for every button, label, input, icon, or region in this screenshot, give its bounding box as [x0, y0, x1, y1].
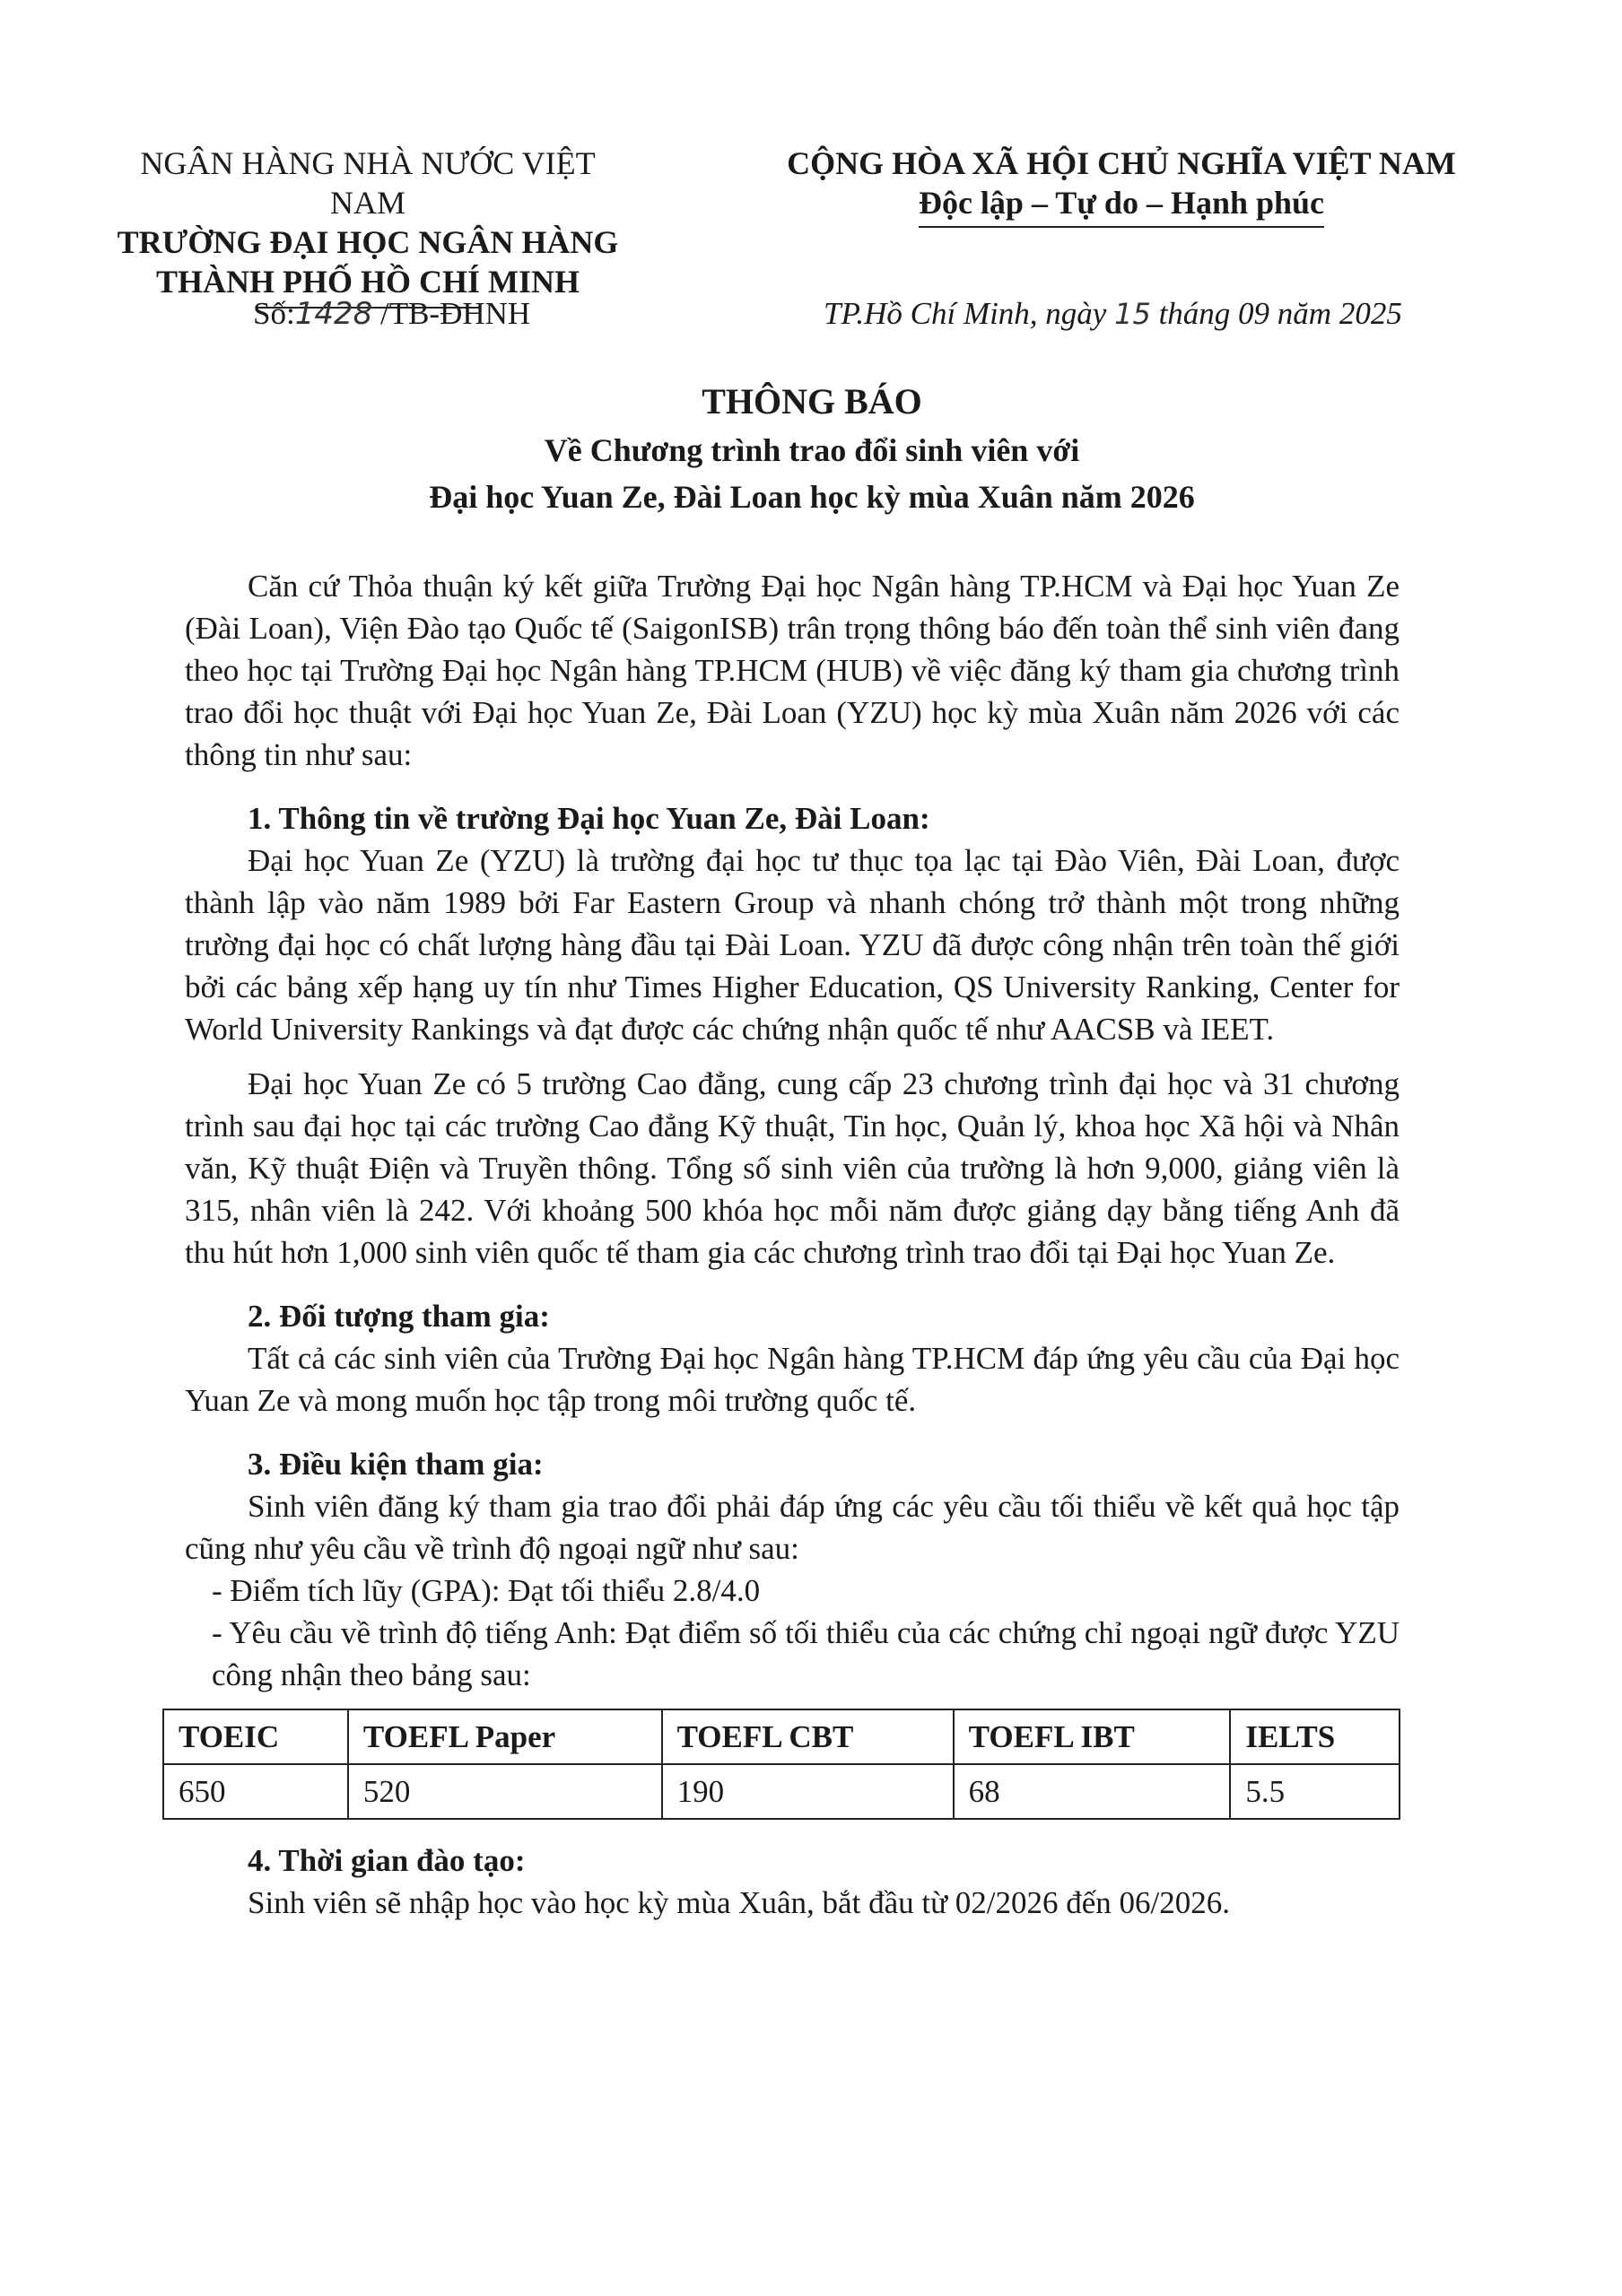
document-number-prefix: Số:: [253, 296, 295, 331]
english-score-table: [162, 1709, 1400, 1820]
section-2-heading: 2. Đối tượng tham gia:: [248, 1299, 550, 1334]
table-header-cell: TOEIC: [163, 1709, 348, 1764]
national-title: CỘNG HÒA XÃ HỘI CHỦ NGHĨA VIỆT NAM: [787, 145, 1456, 181]
section-1-heading: 1. Thông tin về trường Đại học Yuan Ze, Đài Loan:: [248, 801, 930, 836]
notice-subtitle-line2: Đại học Yuan Ze, Đài Loan học kỳ mùa Xuân năm 2026: [429, 479, 1195, 515]
section-4-paragraph: Sinh viên sẽ nhập học vào học kỳ mùa Xuân, bắt đầu từ 02/2026 đến 06/2026.: [248, 1885, 1231, 1920]
table-header-row: [163, 1709, 1400, 1764]
section-2-paragraph: Tất cả các sinh viên của Trường Đại học Ngân hàng TP.HCM đáp ứng yêu cầu của Đại học Yuan Ze và mong muốn học tập trong môi trường quốc tế.: [185, 1341, 1400, 1418]
table-cell: 68: [954, 1764, 1231, 1819]
document-number-handwritten: 1428: [294, 296, 373, 332]
document-date-handwritten-day: 15: [1114, 297, 1151, 331]
section-4-heading: 4. Thời gian đào tạo:: [248, 1843, 526, 1878]
notice-subtitle-line1: Về Chương trình trao đổi sinh viên với: [544, 432, 1080, 468]
section-3-paragraph: Sinh viên đăng ký tham gia trao đổi phải đáp ứng các yêu cầu tối thiểu về kết quả học tập cũng như yêu cầu về trình độ ngoại ngữ như sau:: [185, 1489, 1400, 1566]
intro-paragraph: Căn cứ Thỏa thuận ký kết giữa Trường Đại học Ngân hàng TP.HCM và Đại học Yuan Ze (Đài Loan), Viện Đào tạo Quốc tế (SaigonISB) trân trọng thông báo đến toàn thể sinh viên đang theo học tại Trường Đại học Ngân hàng TP.HCM (HUB) về việc đăng ký tham gia chương trình trao đổi học thuật với Đại học Yuan Ze, Đài Loan (YZU) học kỳ mùa Xuân năm 2026 với các thông tin như sau:: [185, 569, 1400, 772]
notice-body: [179, 565, 1400, 1924]
section-3-bullet-gpa: - Điểm tích lũy (GPA): Đạt tối thiểu 2.8/4.0: [212, 1573, 761, 1608]
table-row: [163, 1764, 1400, 1819]
table-header-cell: TOEFL Paper: [348, 1709, 662, 1764]
section-3-heading: 3. Điều kiện tham gia:: [248, 1447, 544, 1482]
notice-title: THÔNG BÁO: [702, 381, 922, 422]
document-date-prefix: TP.Hồ Chí Minh, ngày: [824, 296, 1115, 331]
issuer-school-line2: THÀNH PHỐ HỒ CHÍ MINH: [155, 264, 580, 300]
table-cell: 650: [163, 1764, 348, 1819]
section-3-bullet-english: - Yêu cầu về trình độ tiếng Anh: Đạt điểm số tối thiểu của các chứng chỉ ngoại ngữ được YZU công nhận theo bảng sau:: [212, 1615, 1400, 1692]
table-header-cell: TOEFL IBT: [954, 1709, 1231, 1764]
national-header: [772, 144, 1471, 228]
table-header-cell: TOEFL CBT: [662, 1709, 954, 1764]
issuer-school-line1: TRƯỜNG ĐẠI HỌC NGÂN HÀNG: [117, 224, 619, 260]
section-1-paragraph-1: Đại học Yuan Ze (YZU) là trường đại học tư thục tọa lạc tại Đào Viên, Đài Loan, được thành lập vào năm 1989 bởi Far Eastern Group và nhanh chóng trở thành một trong những trường đại học có chất lượng hàng đầu tại Đài Loan. YZU đã được công nhận trên toàn thế giới bởi các bảng xếp hạng uy tín như Times Higher Education, QS University Ranking, Center for World University Rankings và đạt được các chứng nhận quốc tế như AACSB và IEET.: [185, 843, 1400, 1047]
table-cell: 5.5: [1230, 1764, 1400, 1819]
table-cell: 520: [348, 1764, 662, 1819]
table-cell: 190: [662, 1764, 954, 1819]
document-date-suffix: tháng 09 năm 2025: [1150, 296, 1402, 331]
notice-title-block: [144, 377, 1480, 520]
table-header-cell: IELTS: [1230, 1709, 1400, 1764]
document-number: [253, 296, 530, 332]
document-date: [824, 296, 1402, 332]
issuer-agency: NGÂN HÀNG NHÀ NƯỚC VIỆT NAM: [140, 145, 596, 221]
section-1-paragraph-2: Đại học Yuan Ze có 5 trường Cao đẳng, cung cấp 23 chương trình đại học và 31 chương trình sau đại học tại các trường Cao đẳng Kỹ thuật, Tin học, Quản lý, khoa học Xã hội và Nhân văn, Kỹ thuật Điện và Truyền thông. Tổng số sinh viên của trường là hơn 9,000, giảng viên là 315, nhân viên là 242. Với khoảng 500 khóa học mỗi năm được giảng dạy bằng tiếng Anh đã thu hút hơn 1,000 sinh viên quốc tế tham gia các chương trình trao đổi tại Đại học Yuan Ze.: [185, 1066, 1400, 1270]
document-number-suffix: /TB-ĐHNH: [372, 296, 531, 331]
national-motto: Độc lập – Tự do – Hạnh phúc: [919, 183, 1324, 228]
issuer-header: [117, 144, 619, 309]
